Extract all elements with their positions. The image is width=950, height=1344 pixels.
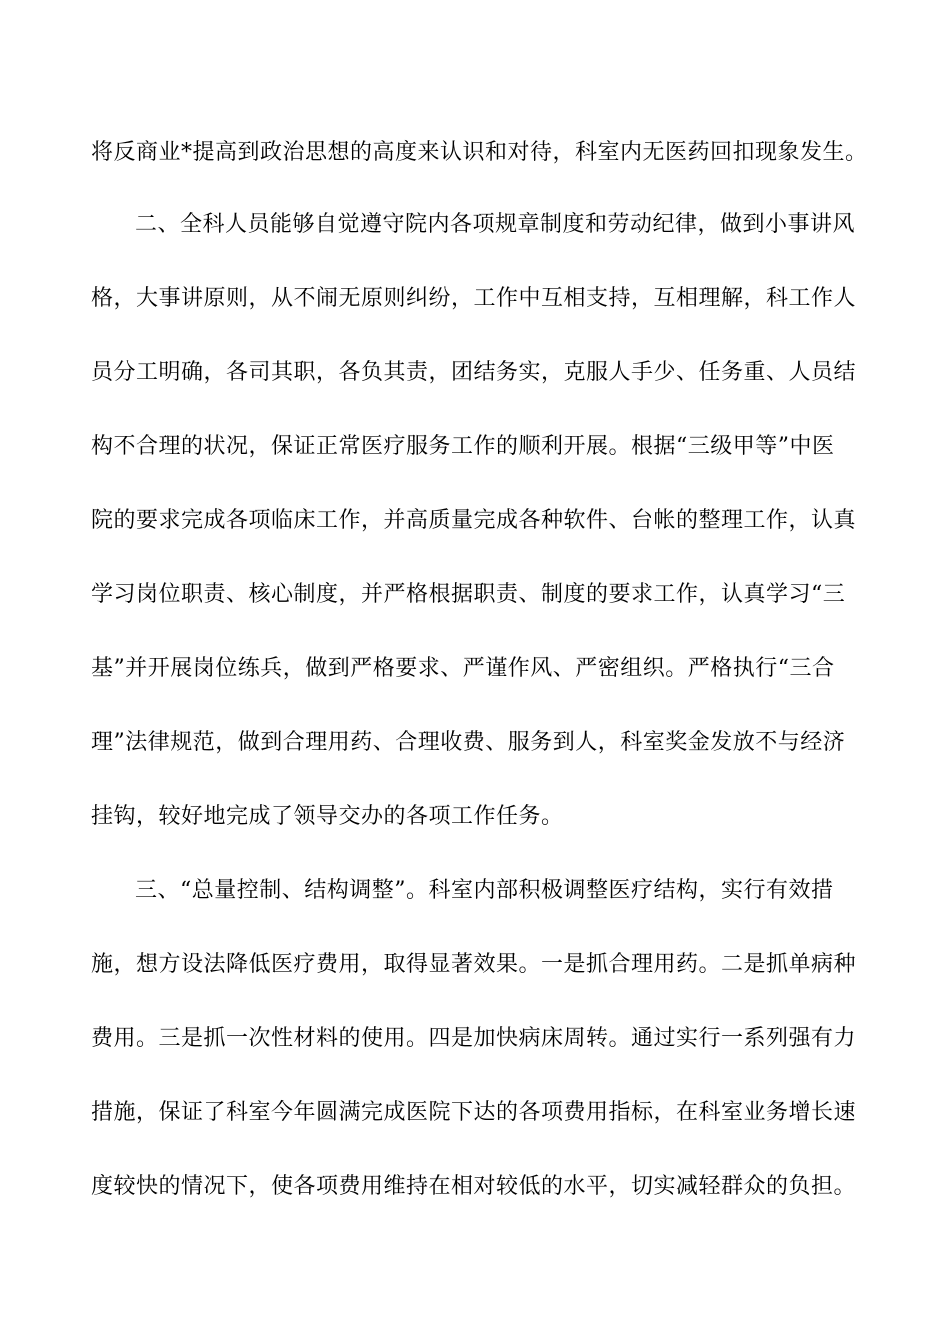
- paragraph-2-line-6: 学习岗位职责、核心制度，并严格根据职责、制度的要求工作，认真学习“三: [91, 582, 846, 607]
- paragraph-3-line-1: 三、“总量控制、结构调整”。科室内部积极调整医疗结构，实行有效措: [135, 878, 834, 903]
- paragraph-2-line-5: 院的要求完成各项临床工作，并高质量完成各种软件、台帐的整理工作，认真: [91, 508, 857, 533]
- paragraph-2-line-3: 员分工明确，各司其职，各负其责，团结务实，克服人手少、任务重、人员结: [91, 360, 857, 385]
- paragraph-2-line-9: 挂钩，较好地完成了领导交办的各项工作任务。: [91, 804, 564, 829]
- paragraph-3-line-2: 施，想方设法降低医疗费用，取得显著效果。一是抓合理用药。二是抓单病种: [91, 952, 857, 977]
- paragraph-2-line-1: 二、全科人员能够自觉遵守院内各项规章制度和劳动纪律，做到小事讲风: [135, 212, 856, 237]
- paragraph-1-line-1: 将反商业*提高到政治思想的高度来认识和对待，科室内无医药回扣现象发生。: [91, 140, 868, 165]
- paragraph-2-line-2: 格，大事讲原则，从不闹无原则纠纷，工作中互相支持，互相理解，科工作人: [91, 286, 857, 311]
- paragraph-3-line-4: 措施，保证了科室今年圆满完成医院下达的各项费用指标，在科室业务增长速: [91, 1100, 857, 1125]
- paragraph-2-line-8: 理”法律规范，做到合理用药、合理收费、服务到人，科室奖金发放不与经济: [91, 730, 846, 755]
- paragraph-3-line-5: 度较快的情况下，使各项费用维持在相对较低的水平，切实减轻群众的负担。: [91, 1174, 857, 1199]
- paragraph-2-line-7: 基”并开展岗位练兵，做到严格要求、严谨作风、严密组织。严格执行“三合: [91, 656, 835, 681]
- paragraph-2-line-4: 构不合理的状况，保证正常医疗服务工作的顺利开展。根据“三级甲等”中医: [91, 434, 835, 459]
- paragraph-3-line-3: 费用。三是抓一次性材料的使用。四是加快病床周转。通过实行一系列强有力: [91, 1026, 857, 1051]
